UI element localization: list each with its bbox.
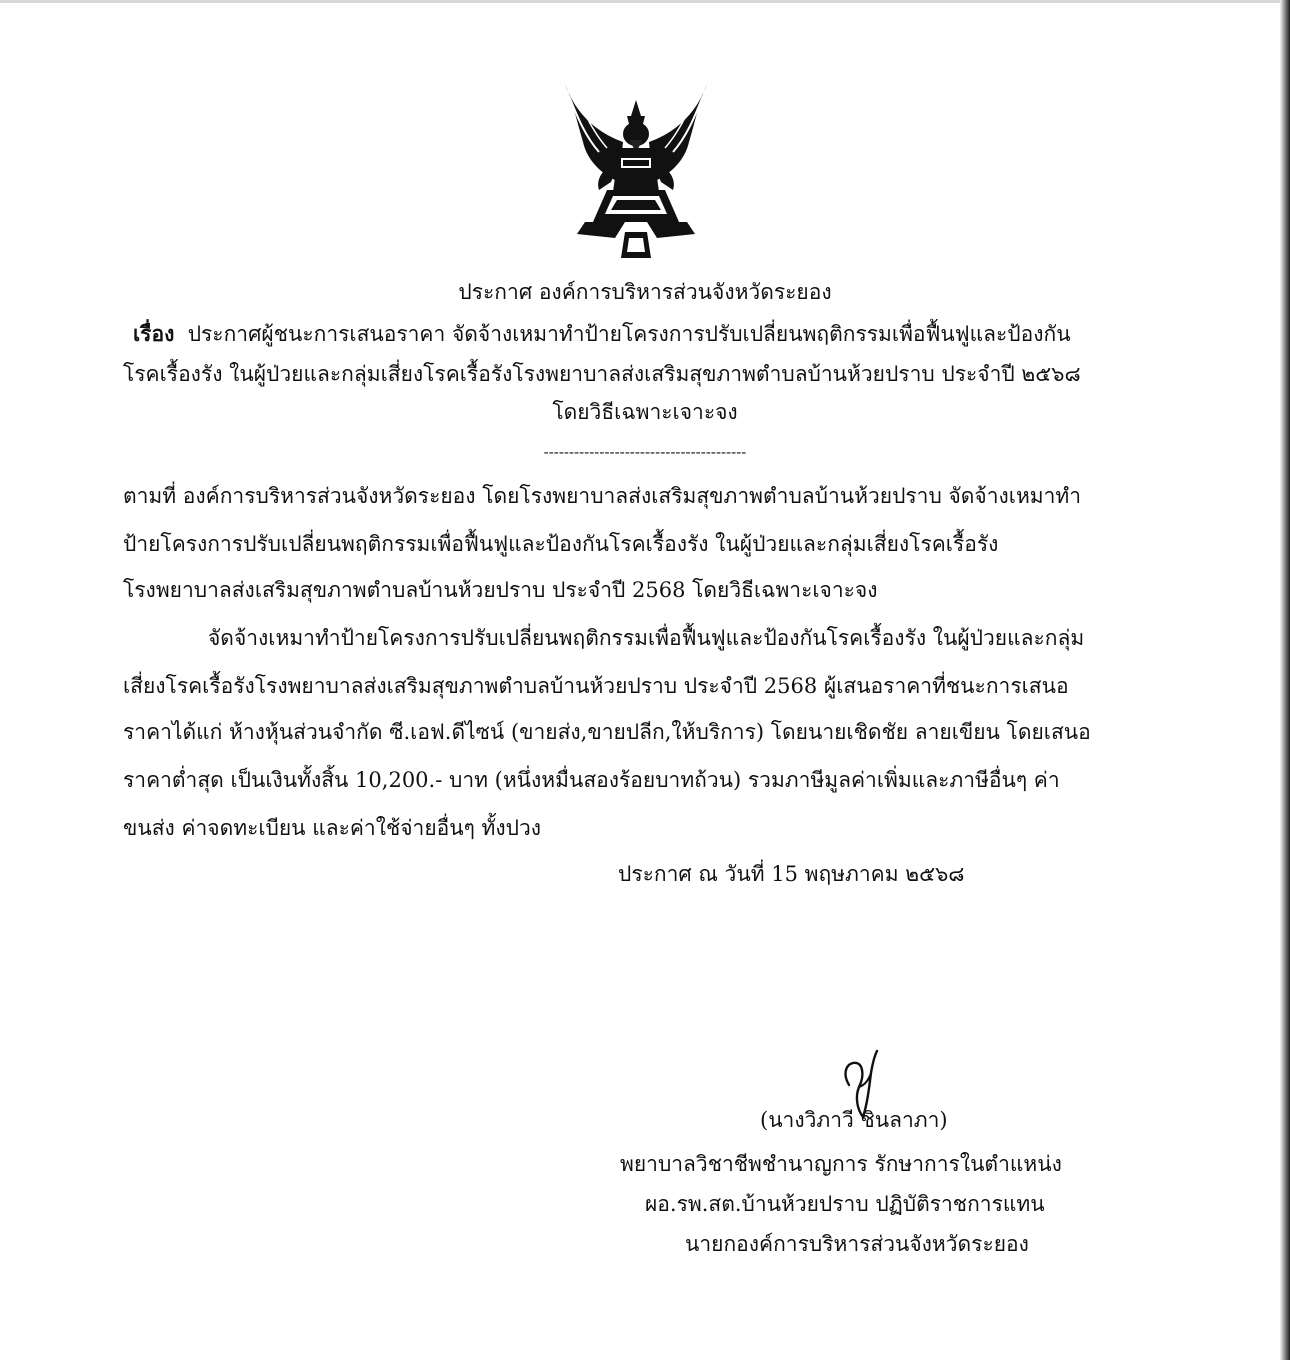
signatory-name: (นางวิภาวี ชินลาภา) [760,1108,948,1132]
subject-line-1 [133,320,1071,348]
subject-label: เรื่อง [133,321,175,346]
page-top-edge [0,0,1290,3]
para2-line-5: ขนส่ง ค่าจดทะเบียน และค่าใช้จ่ายอื่นๆ ทั้งปวง [123,816,542,840]
page-right-edge [1280,0,1290,1360]
para1-line-2: ป้ายโครงการปรับเปลี่ยนพฤติกรรมเพื่อฟื้นฟูและป้องกันโรคเรื้องรัง ในผู้ป่วยและกลุ่มเสี่ยงโรคเรื้อรัง [123,532,999,556]
para2-line-1: จัดจ้างเหมาทำป้ายโครงการปรับเปลี่ยนพฤติกรรมเพื่อฟื้นฟูและป้องกันโรคเรื้องรัง ในผู้ป่วยและกลุ่ม [208,626,1085,650]
para2-line-2: เสี่ยงโรคเรื้อรังโรงพยาบาลส่งเสริมสุขภาพตำบลบ้านห้วยปราบ ประจำปี 2568 ผู้เสนอราคาที่ชนะการเสนอ [123,674,1069,698]
para2-line-3: ราคาได้แก่ ห้างหุ้นส่วนจำกัด ซี.เอฟ.ดีไซน์ (ขายส่ง,ขายปลีก,ให้บริการ) โดยนายเชิดชัย ลายเขียน โดยเสนอ [123,720,1091,744]
signatory-title-2: ผอ.รพ.สต.บ้านห้วยปราบ ปฏิบัติราชการแทน [645,1192,1045,1216]
header-divider: ---------------------------------------- [543,443,747,461]
garuda-emblem-icon [555,82,717,260]
signatory-title-3: นายกองค์การบริหารส่วนจังหวัดระยอง [685,1232,1029,1256]
para2-line-4: ราคาต่ำสุด เป็นเงินทั้งสิ้น 10,200.- บาท (หนึ่งหมื่นสองร้อยบาทถ้วน) รวมภาษีมูลค่าเพิ่มและภาษีอื่นๆ ค่า [123,768,1060,792]
para1-line-1: ตามที่ องค์การบริหารส่วนจังหวัดระยอง โดยโรงพยาบาลส่งเสริมสุขภาพตำบลบ้านห้วยปราบ จัดจ้างเหมาทำ [123,484,1082,508]
signatory-title-1: พยาบาลวิชาชีพชำนาญการ รักษาการในตำแหน่ง [620,1152,1062,1176]
subject-line-2: โรคเรื้องรัง ในผู้ป่วยและกลุ่มเสี่ยงโรคเรื้อรังโรงพยาบาลส่งเสริมสุขภาพตำบลบ้านห้วยปราบ ประจำปี ๒๕๖๘ [123,362,1081,386]
org-title: ประกาศ องค์การบริหารส่วนจังหวัดระยอง [458,280,832,304]
announcement-date: ประกาศ ณ วันที่ 15 พฤษภาคม ๒๕๖๘ [618,862,965,886]
para1-line-3: โรงพยาบาลส่งเสริมสุขภาพตำบลบ้านห้วยปราบ ประจำปี 2568 โดยวิธีเฉพาะเจาะจง [123,578,878,602]
subject-line-3: โดยวิธีเฉพาะเจาะจง [552,400,738,424]
subject-text-1: ประกาศผู้ชนะการเสนอราคา จัดจ้างเหมาทำป้ายโครงการปรับเปลี่ยนพฤติกรรมเพื่อฟื้นฟูและป้องกัน [187,322,1071,346]
